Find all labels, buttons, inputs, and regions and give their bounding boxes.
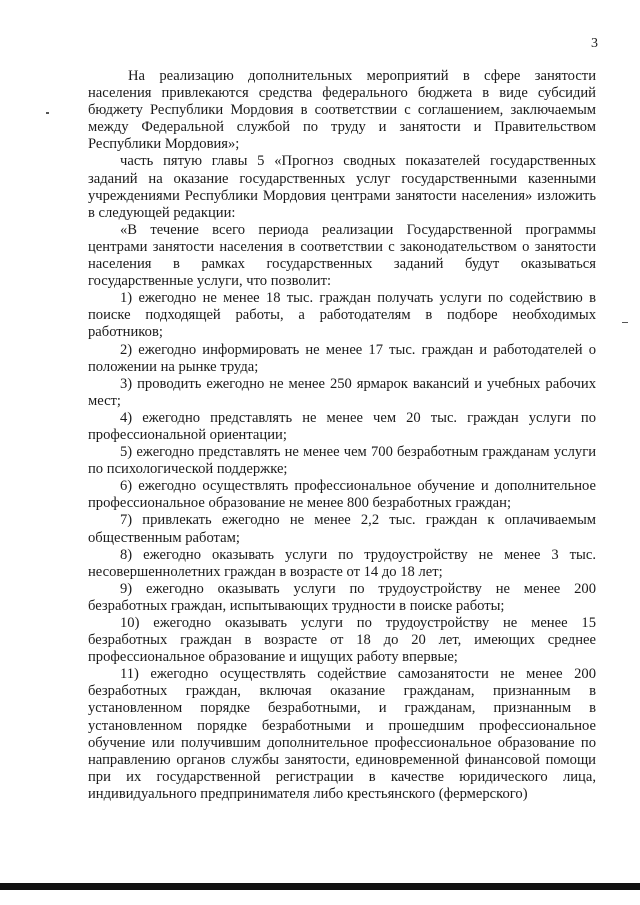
- scan-mark: [622, 322, 628, 323]
- list-item-4: 4) ежегодно представлять не менее чем 20 тыс. граждан услуги по профессиональной ориентации;: [88, 409, 596, 443]
- list-item-9: 9) ежегодно оказывать услуги по трудоустройству не менее 200 безработных граждан, испытывающих трудности в поиске работы;: [88, 580, 596, 614]
- list-item-11: 11) ежегодно осуществлять содействие самозанятости не менее 200 безработных граждан, включая оказание гражданам, признанным в установленном порядке безработными, и гражданам, признанным в установленном порядке безработными и прошедшим профессиональное обучение или получившим дополнительное профессиональное образование по направлению органов службы занятости, единовременной финансовой помощи при их государственной регистрации в качестве юридического лица, индивидуального предпринимателя либо крестьянского (фермерского): [88, 666, 596, 802]
- list-item-2: 2) ежегодно информировать не менее 17 тыс. граждан и работодателей о положении на рынке труда;: [88, 341, 596, 375]
- scan-mark: [46, 112, 49, 114]
- list-item-6: 6) ежегодно осуществлять профессиональное обучение и дополнительное профессиональное образование не менее 800 безработных граждан;: [88, 478, 596, 512]
- page-number: 3: [591, 36, 598, 51]
- document-body: [88, 68, 596, 803]
- list-item-10: 10) ежегодно оказывать услуги по трудоустройству не менее 15 безработных граждан в возрасте от 18 до 20 лет, имеющих среднее профессиональное образование и ищущих работу впервые;: [88, 615, 596, 666]
- scan-edge-bar: [0, 883, 640, 890]
- list-item-5: 5) ежегодно представлять не менее чем 700 безработным гражданам услуги по психологической поддержке;: [88, 444, 596, 478]
- list-item-8: 8) ежегодно оказывать услуги по трудоустройству не менее 3 тыс. несовершеннолетних граждан в возрасте от 14 до 18 лет;: [88, 546, 596, 580]
- paragraph-amendment: часть пятую главы 5 «Прогноз сводных показателей государственных заданий на оказание государственных услуг государственными казенными учреждениями Республики Мордовия центрами занятости населения» изложить в следующей редакции:: [88, 153, 596, 221]
- list-item-1: 1) ежегодно не менее 18 тыс. граждан получать услуги по содействию в поиске подходящей работы, а работодателям в подборе необходимых работников;: [88, 290, 596, 341]
- paragraph-intro: На реализацию дополнительных мероприятий в сфере занятости населения привлекаются средства федерального бюджета в виде субсидий бюджету Республики Мордовия в соответствии с соглашением, заключаемым между Федеральной службой по труду и занятости и Правительством Республики Мордовия»;: [88, 68, 596, 153]
- paragraph-quote-start: «В течение всего периода реализации Государственной программы центрами занятости населения в соответствии с законодательством о занятости населения в рамках государственных заданий будут оказываться государственные услуги, что позволит:: [88, 221, 596, 290]
- list-item-7: 7) привлекать ежегодно не менее 2,2 тыс. граждан к оплачиваемым общественным работам;: [88, 512, 596, 546]
- list-item-3: 3) проводить ежегодно не менее 250 ярмарок вакансий и учебных рабочих мест;: [88, 375, 596, 409]
